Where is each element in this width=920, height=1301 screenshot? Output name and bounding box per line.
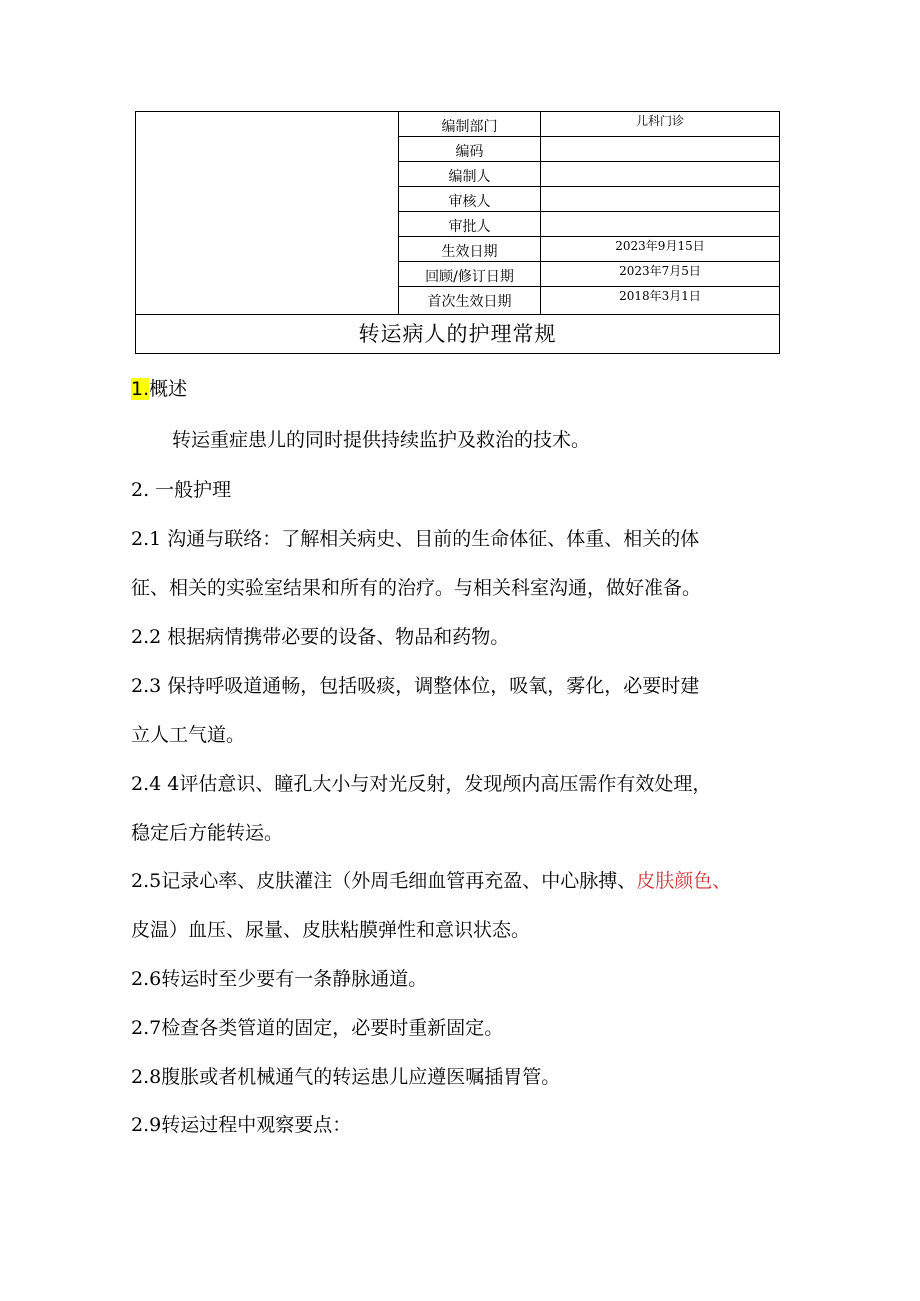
row-value: 儿科门诊 — [635, 114, 684, 128]
paragraph — [131, 866, 731, 893]
document-title: 转运病人的护理常规 — [136, 314, 779, 353]
paragraph: 征、相关的实验室结果和所有的治疗。与相关科室沟通，做好准备。 — [131, 577, 702, 599]
table-row — [399, 262, 779, 287]
row-label: 首次生效日期 — [399, 287, 541, 314]
paragraph-text: 2.5记录心率、皮肤灌注（外周毛细血管再充盈、中心脉搏、 — [131, 870, 637, 892]
row-label: 生效日期 — [399, 237, 541, 261]
section-1-heading — [131, 374, 187, 401]
table-row — [399, 137, 779, 162]
paragraph: 稳定后方能转运。 — [131, 822, 284, 844]
paragraph: 转运重症患儿的同时提供持续监护及救治的技术。 — [172, 429, 591, 451]
paragraph: 皮温）血压、尿量、皮肤粘膜弹性和意识状态。 — [131, 919, 531, 941]
row-label: 编制人 — [399, 162, 541, 186]
section-2-heading: 2. 一般护理 — [131, 479, 232, 501]
section-number: 1. — [131, 378, 150, 400]
paragraph: 2.9转运过程中观察要点： — [131, 1114, 352, 1136]
paragraph: 2.8腹胀或者机械通气的转运患儿应遵医嘱插胃管。 — [131, 1066, 561, 1088]
paragraph: 2.4 4评估意识、瞳孔大小与对光反射，发现颅内高压需作有效处理， — [131, 773, 712, 795]
paragraph: 2.7检查各类管道的固定，必要时重新固定。 — [131, 1017, 504, 1039]
row-label: 编制部门 — [399, 112, 541, 136]
table-row — [399, 112, 779, 137]
row-value: 2018年3月1日 — [619, 289, 701, 303]
row-label: 审批人 — [399, 212, 541, 236]
section-title: 概述 — [149, 378, 188, 400]
paragraph: 2.1 沟通与联络：了解相关病史、目前的生命体征、体重、相关的体 — [131, 528, 700, 550]
row-label: 审核人 — [399, 187, 541, 211]
row-value: 2023年9月15日 — [615, 239, 705, 253]
logo-cell — [136, 112, 399, 314]
row-value — [541, 137, 779, 161]
paragraph: 2.6转运时至少要有一条静脉通道。 — [131, 968, 428, 990]
paragraph: 立人工气道。 — [131, 724, 246, 746]
table-row — [399, 212, 779, 237]
highlighted-text: 皮肤颜色、 — [636, 870, 732, 892]
row-label: 编码 — [399, 137, 541, 161]
paragraph: 2.3 保持呼吸道通畅，包括吸痰，调整体位，吸氧，雾化，必要时建 — [131, 675, 700, 697]
table-row — [399, 287, 779, 314]
row-value — [541, 162, 779, 186]
table-row — [399, 237, 779, 262]
table-row — [399, 187, 779, 212]
header-table — [135, 111, 780, 354]
row-value — [541, 212, 779, 236]
row-value: 2023年7月5日 — [619, 264, 701, 278]
row-label: 回顾/修订日期 — [399, 262, 541, 286]
paragraph: 2.2 根据病情携带必要的设备、物品和药物。 — [131, 626, 510, 648]
table-row — [399, 162, 779, 187]
row-value — [541, 187, 779, 211]
